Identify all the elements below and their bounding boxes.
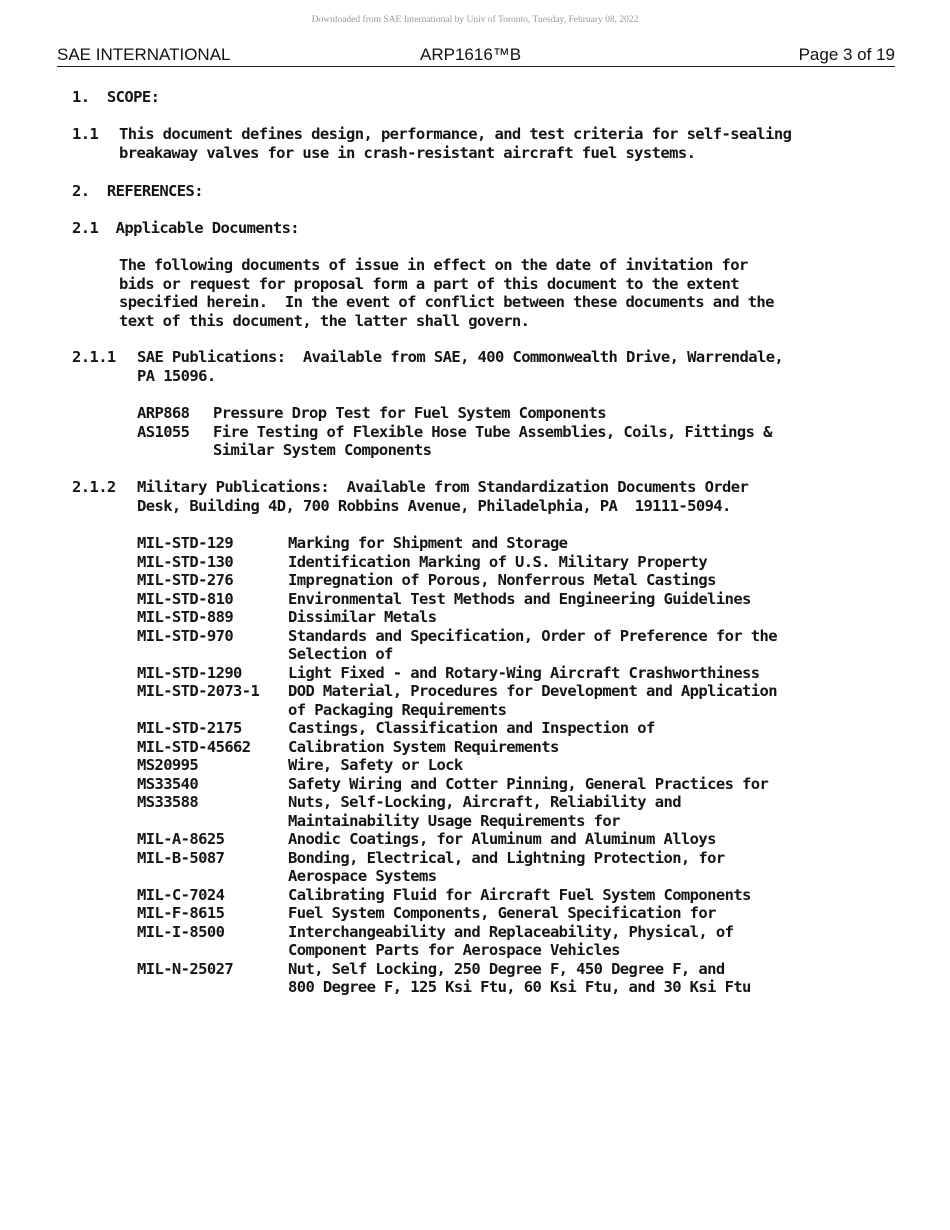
mil-reference-title: Nut, Self Locking, 250 Degree F, 450 Degree F, and <box>288 959 725 978</box>
section-1-1-line: This document defines design, performance, and test criteria for self-sealing <box>119 125 792 143</box>
mil-reference-title: Fuel System Components, General Specification for <box>288 904 716 922</box>
section-2-1-1-number: 2.1.1 <box>72 348 116 366</box>
mil-reference-title-continued: of Packaging Requirements <box>288 700 507 719</box>
sae-reference-title: Pressure Drop Test for Fuel System Components <box>213 404 606 422</box>
mil-reference-title-continued: 800 Degree F, 125 Ksi Ftu, 60 Ksi Ftu, and 30 Ksi Ftu <box>288 978 751 996</box>
section-2-1-line: The following documents of issue in effect on the date of invitation for <box>119 256 748 274</box>
mil-reference-code: MIL-A-8625 <box>137 830 225 848</box>
sae-reference-title: Fire Testing of Flexible Hose Tube Assemblies, Coils, Fittings & <box>213 422 772 441</box>
header-document-number: ARP1616™B <box>420 45 522 64</box>
mil-reference-title: Impregnation of Porous, Nonferrous Metal Castings <box>288 571 716 589</box>
mil-reference-code: MIL-F-8615 <box>137 904 225 922</box>
mil-reference-code: MS33588 <box>137 793 199 811</box>
section-2-1-2-number: 2.1.2 <box>72 478 116 496</box>
page-header <box>57 44 895 67</box>
mil-reference-code: MIL-STD-2175 <box>137 719 242 737</box>
mil-reference-code: MIL-C-7024 <box>137 885 225 904</box>
mil-reference-code: MIL-STD-1290 <box>137 663 242 682</box>
mil-reference-title: Marking for Shipment and Storage <box>288 534 568 552</box>
mil-reference-code: MIL-STD-276 <box>137 571 234 589</box>
section-2-1-1-line: SAE Publications: Available from SAE, 400 Commonwealth Drive, Warrendale, <box>137 348 784 366</box>
mil-reference-title: Standards and Specification, Order of Preference for the <box>288 626 777 645</box>
section-1-1-line: breakaway valves for use in crash-resistant aircraft fuel systems. <box>119 143 696 162</box>
header-organization: SAE INTERNATIONAL <box>57 45 231 64</box>
mil-reference-title: Dissimilar Metals <box>288 608 437 626</box>
mil-reference-code: MIL-B-5087 <box>137 848 225 867</box>
mil-reference-code: MIL-STD-810 <box>137 589 234 608</box>
header-page-number: Page 3 of 19 <box>798 45 895 64</box>
mil-reference-title: Nuts, Self-Locking, Aircraft, Reliability and <box>288 793 681 811</box>
mil-reference-title-continued: Aerospace Systems <box>288 867 437 885</box>
section-1-heading: 1. SCOPE: <box>72 88 160 106</box>
section-2-1-1-line: PA 15096. <box>137 366 216 385</box>
mil-reference-code: MS33540 <box>137 774 199 793</box>
section-1-1-number: 1.1 <box>72 125 99 143</box>
mil-reference-title: DOD Material, Procedures for Development and Application <box>288 682 777 700</box>
mil-reference-title: Calibration System Requirements <box>288 737 559 756</box>
section-2-1-heading: 2.1 Applicable Documents: <box>72 219 300 237</box>
mil-reference-title: Environmental Test Methods and Engineering Guidelines <box>288 589 751 608</box>
mil-reference-title: Identification Marking of U.S. Military Property <box>288 552 708 571</box>
mil-reference-code: MIL-STD-129 <box>137 534 234 552</box>
mil-reference-code: MIL-N-25027 <box>137 959 234 978</box>
mil-reference-title-continued: Component Parts for Aerospace Vehicles <box>288 941 620 959</box>
mil-reference-title: Wire, Safety or Lock <box>288 756 463 774</box>
download-notice: Downloaded from SAE International by Univ of Toronto, Tuesday, February 08, 2022 <box>311 15 639 25</box>
sae-reference-code: AS1055 <box>137 422 190 441</box>
mil-reference-title-continued: Maintainability Usage Requirements for <box>288 811 620 830</box>
sae-reference-code: ARP868 <box>137 404 190 422</box>
mil-reference-title: Interchangeability and Replaceability, Physical, of <box>288 922 734 941</box>
mil-reference-title: Bonding, Electrical, and Lightning Protection, for <box>288 848 725 867</box>
section-2-1-line: bids or request for proposal form a part of this document to the extent <box>119 274 739 293</box>
mil-reference-title: Light Fixed - and Rotary-Wing Aircraft Crashworthiness <box>288 663 760 682</box>
mil-reference-title: Castings, Classification and Inspection of <box>288 719 655 737</box>
mil-reference-code: MS20995 <box>137 756 199 774</box>
mil-reference-title: Safety Wiring and Cotter Pinning, General Practices for <box>288 774 769 793</box>
section-2-1-2-line: Military Publications: Available from Standardization Documents Order <box>137 478 749 496</box>
mil-reference-title: Anodic Coatings, for Aluminum and Aluminum Alloys <box>288 830 716 848</box>
mil-reference-code: MIL-I-8500 <box>137 922 225 941</box>
section-2-heading: 2. REFERENCES: <box>72 182 203 200</box>
mil-reference-code: MIL-STD-130 <box>137 552 234 571</box>
mil-reference-code: MIL-STD-2073-1 <box>137 682 260 700</box>
mil-reference-title: Calibrating Fluid for Aircraft Fuel System Components <box>288 885 751 904</box>
section-2-1-2-line: Desk, Building 4D, 700 Robbins Avenue, Philadelphia, PA 19111-5094. <box>137 496 731 515</box>
mil-reference-title-continued: Selection of <box>288 645 393 663</box>
mil-reference-code: MIL-STD-889 <box>137 608 234 626</box>
mil-reference-code: MIL-STD-970 <box>137 626 234 645</box>
section-2-1-line: specified herein. In the event of conflict between these documents and the <box>119 293 774 311</box>
mil-reference-code: MIL-STD-45662 <box>137 737 251 756</box>
section-2-1-line: text of this document, the latter shall govern. <box>119 311 530 330</box>
sae-reference-title-continued: Similar System Components <box>213 441 432 459</box>
